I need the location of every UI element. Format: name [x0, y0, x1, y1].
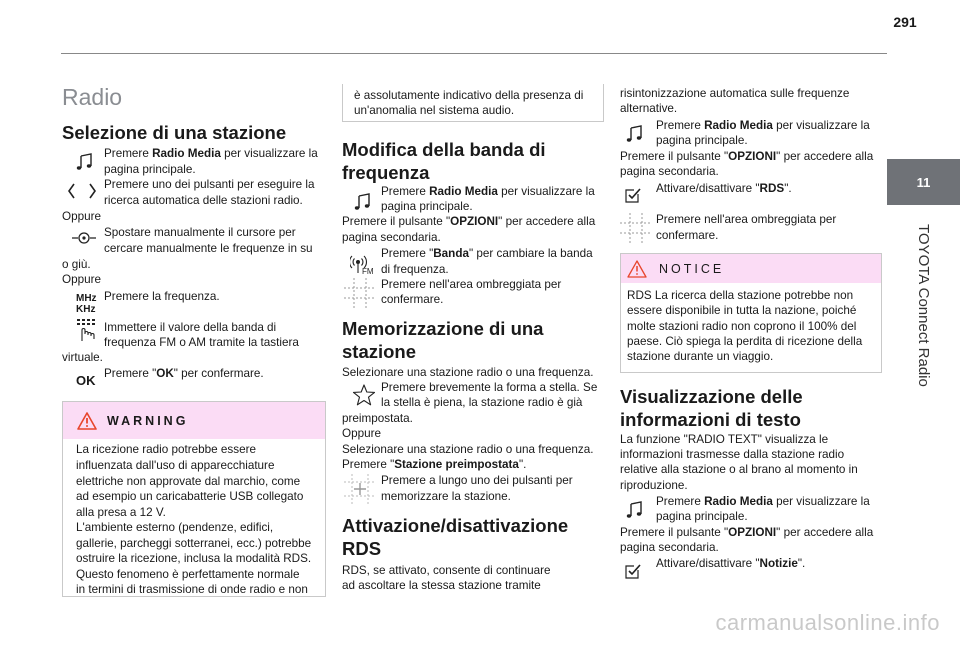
heading-station-selection: Selezione di una stazione [62, 122, 287, 143]
text-line: Premere Radio Media per visualizzare la [381, 185, 595, 198]
checkbox-icon [624, 186, 642, 204]
chevron-left-right-icon [66, 181, 98, 201]
text-line: confermare. [381, 293, 444, 306]
section-title-radio: Radio [62, 84, 123, 110]
text-line: Premere uno dei pulsanti per eseguire la [104, 178, 315, 191]
text-line: Attivare/disattivare "RDS". [656, 182, 792, 195]
text-line: pagina principale. [381, 200, 473, 213]
text-line: relative alla stazione o al brano al momento in [620, 463, 858, 476]
text-line: Attivare/disattivare "Notizie". [656, 557, 806, 570]
music-note-icon [624, 500, 646, 520]
text-line: Immettere il valore della banda di [104, 321, 277, 334]
heading-band-change: Modifica della banda di [342, 139, 546, 160]
text-line: Premere Radio Media per visualizzare la [656, 119, 870, 132]
text-line: Premere il pulsante "OPZIONI" per accedere alla [342, 215, 596, 228]
text-line: informazioni trasmesse dalla stazione radio [620, 448, 845, 461]
text-line: pagina secondaria. [620, 165, 719, 178]
keypad-hand-icon [74, 318, 98, 342]
text-line: Premere il pulsante "OPZIONI" per accedere alla [620, 526, 874, 539]
text-line: RDS, se attivato, consente di continuare [342, 564, 551, 577]
text-line: Premere nell'area ombreggiata per [381, 278, 562, 291]
text-line: pagina secondaria. [620, 541, 719, 554]
warning-line: alla presa a 12 V. [76, 506, 166, 519]
notice-triangle-icon [627, 260, 647, 278]
text-line: confermare. [656, 229, 719, 242]
text-line: risintonizzazione automatica sulle frequenze [620, 87, 850, 100]
text-line: preimpostata. [342, 412, 413, 425]
text-line: Premere Radio Media per visualizzare la [104, 147, 318, 160]
warning-label: WARNING [107, 413, 189, 428]
text-line: Premere "Stazione preimpostata". [342, 458, 527, 471]
notice-line: RDS La ricerca della stazione potrebbe non [627, 289, 854, 302]
heading-rds-2: RDS [342, 538, 382, 559]
text-line: Oppure [62, 273, 101, 286]
frequency-cursor-icon [70, 228, 98, 248]
warning-header [63, 402, 325, 439]
text-line: o giù. [62, 258, 91, 271]
text-line: La funzione "RADIO TEXT" visualizza le [620, 433, 829, 446]
heading-memorize-2: stazione [342, 341, 417, 362]
text-line: memorizzare la stazione. [381, 490, 511, 503]
text-line: di frequenza. [381, 263, 449, 276]
text-line: Selezionare una stazione radio o una frequenza. [342, 366, 594, 379]
warning-line: gallerie, parcheggi sotterranei, ecc.) potrebbe [76, 537, 312, 550]
text-line: Premere "Banda" per cambiare la banda [381, 247, 593, 260]
mhz-khz-icon: MHz KHz [76, 293, 97, 315]
chapter-tab[interactable]: 11 [887, 159, 960, 205]
warning-line: influenzata dall'uso di apparecchiature [76, 459, 275, 472]
text-line: pagina principale. [656, 134, 748, 147]
text-line: Premere la frequenza. [104, 290, 220, 303]
heading-rds: Attivazione/disattivazione [342, 515, 569, 536]
heading-band-change-2: frequenza [342, 162, 430, 183]
page-number: 291 [893, 14, 917, 30]
text-line: ricerca automatica delle stazioni radio. [104, 194, 303, 207]
warning-line: ostruire la ricezione, inclusa la modalità RDS. [76, 552, 312, 565]
text-line: riproduzione. [620, 479, 688, 492]
warning-line: elettriche non approvate dal marchio, come [76, 475, 301, 488]
watermark: carmanualsonline.info [715, 610, 940, 635]
text-line: ad ascoltare la stessa stazione tramite [342, 579, 541, 592]
svg-text:FM: FM [362, 267, 374, 275]
warning-line: L'ambiente esterno (pendenze, edifici, [76, 521, 274, 534]
notice-header [621, 254, 881, 283]
text-line: Premere il pulsante "OPZIONI" per accedere alla [620, 150, 874, 163]
warning-line: ad esempio un caricabatterie USB collegato [76, 490, 304, 503]
text-line: Spostare manualmente il cursore per [104, 226, 296, 239]
text-line: cercare manualmente le frequenze in su [104, 242, 313, 255]
chapter-title: TOYOTA Connect Radio [915, 223, 932, 387]
text-line: un'anomalia nel sistema audio. [354, 104, 515, 117]
text-line: pagina secondaria. [342, 231, 441, 244]
heading-text-info-2: informazioni di testo [620, 409, 801, 430]
heading-text-info: Visualizzazione delle [620, 386, 803, 407]
text-line: pagina principale. [104, 163, 196, 176]
header-rule [61, 53, 887, 54]
fm-radio-icon [350, 251, 376, 275]
notice-line: stazione durante un viaggio. [627, 350, 774, 363]
heading-memorize: Memorizzazione di una [342, 318, 544, 339]
text-line: Premere "OK" per confermare. [104, 367, 264, 380]
text-line: Oppure [62, 210, 101, 223]
warning-line: La ricezione radio potrebbe essere [76, 443, 256, 456]
text-line: è assolutamente indicativo della presenza di [354, 89, 584, 102]
text-line: Premere brevemente la forma a stella. Se [381, 381, 598, 394]
notice-line: molte stazioni radio non coprono il 100% del [627, 320, 857, 333]
text-line: Selezionare una stazione radio o una frequenza. [342, 443, 594, 456]
text-line: Premere Radio Media per visualizzare la [656, 495, 870, 508]
text-line: alternative. [620, 102, 678, 115]
text-line: Oppure [342, 427, 381, 440]
text-line: la stella è piena, la stazione radio è già [381, 396, 583, 409]
music-note-icon [74, 152, 96, 172]
star-icon [352, 384, 376, 406]
notice-label: NOTICE [659, 261, 725, 276]
music-note-icon [352, 192, 374, 212]
notice-line: paese. Ciò spiega la perdita di ricezione della [627, 335, 863, 348]
preset-button-icon [344, 474, 376, 504]
music-note-icon [624, 124, 646, 144]
text-line: pagina principale. [656, 510, 748, 523]
shaded-area-icon [344, 278, 376, 308]
text-line: Premere a lungo uno dei pulsanti per [381, 474, 573, 487]
warning-triangle-icon [77, 412, 97, 430]
text-line: virtuale. [62, 351, 103, 364]
warning-line: Questo fenomeno è perfettamente normale [76, 568, 300, 581]
text-line: frequenza FM o AM tramite la tastiera [104, 336, 299, 349]
text-line: Premere nell'area ombreggiata per [656, 213, 837, 226]
warning-line: in termini di trasmissione di onde radio e non [76, 583, 308, 596]
shaded-area-icon [620, 213, 652, 243]
ok-icon: OK [76, 373, 96, 388]
notice-line: essere disponibile in tutta la nazione, poiché [627, 304, 857, 317]
checkbox-icon [624, 562, 642, 580]
